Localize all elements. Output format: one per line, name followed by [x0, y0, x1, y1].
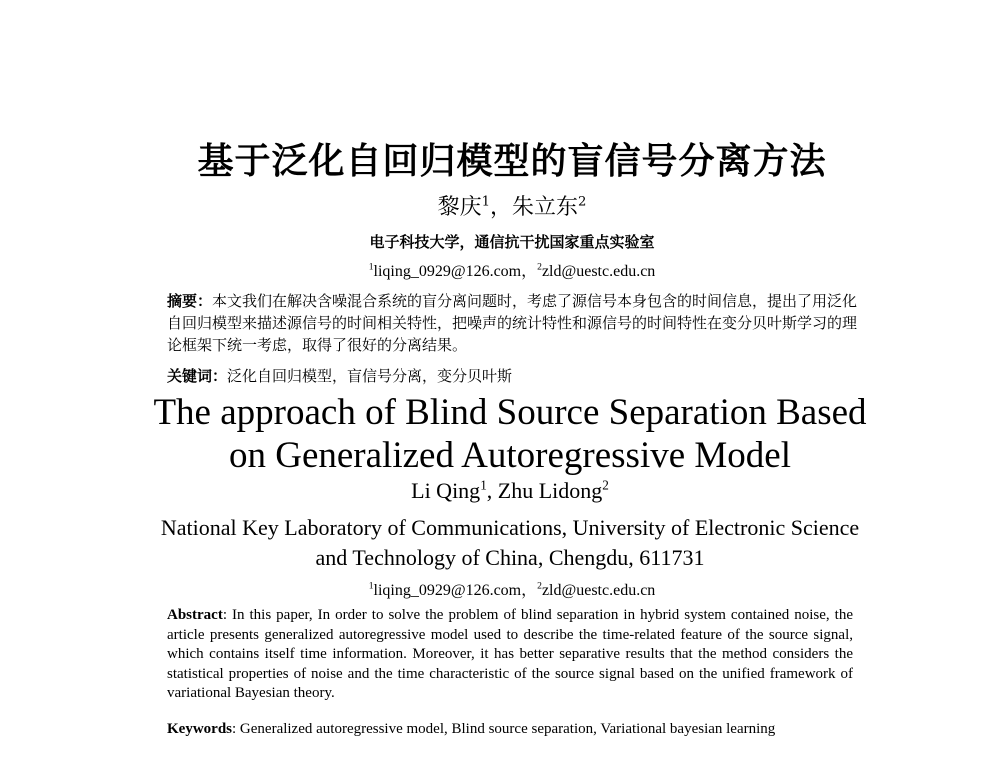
- chinese-abstract: [167, 290, 867, 356]
- email-marker: 1: [368, 580, 374, 592]
- english-abstract: [167, 606, 853, 704]
- email-address: liqing_0929@126.com: [373, 263, 522, 280]
- author-name: Li Qing: [411, 478, 481, 503]
- chinese-keywords: [167, 365, 867, 387]
- english-email-line: [12, 577, 1000, 600]
- email-marker: 2: [537, 580, 542, 592]
- english-abstract-colon: :: [222, 607, 227, 623]
- author-name: 朱立东: [512, 195, 579, 220]
- english-abstract-text: In this paper, In order to solve the problem of blind separation in hybrid system contained noise, the article presents generalized autoregressive model used to describe the time-related feature of the source signal, which contains itself time information. Moreover, it has better separative results that the method considers the statistical properties of noise and the time characteristic of the source signal based on the unified framework of variational Bayesian theory.: [167, 607, 853, 702]
- english-affiliation-line1: National Key Laboratory of Communications, University of Electronic Science: [160, 515, 860, 540]
- chinese-title: 基于泛化自回归模型的盲信号分离方法: [197, 141, 827, 182]
- chinese-keywords-text: 泛化自回归模型，盲信号分离，变分贝叶斯: [227, 367, 513, 385]
- affiliation-marker: 1: [480, 477, 487, 493]
- chinese-abstract-text: 本文我们在解决含噪混合系统的盲分离问题时，考虑了源信号本身包含的时间信息，提出了用泛化自回归模型来描述源信号的时间相关特性，把噪声的统计特性和源信号的时间特性在变分贝叶斯学习的理论框架下统一考虑，取得了很好的分离结果。: [167, 292, 858, 354]
- author-name: 黎庆: [437, 195, 482, 220]
- affiliation-marker: 2: [602, 477, 609, 493]
- affiliation-marker: 2: [578, 194, 587, 210]
- english-title-line1: The approach of Blind Source Separation Based: [153, 392, 867, 433]
- english-title-line2: on Generalized Autoregressive Model: [228, 435, 791, 476]
- english-affiliation-line2: and Technology of China, Chengdu, 611731: [315, 545, 705, 570]
- email-address: liqing_0929@126.com: [373, 582, 522, 599]
- email-marker: 2: [537, 261, 542, 273]
- author-name: Zhu Lidong: [497, 478, 603, 503]
- author-separator: ，: [489, 195, 512, 220]
- english-keywords-colon: :: [232, 721, 237, 737]
- english-keywords-label: Keywords: [167, 721, 232, 737]
- english-authors: [10, 478, 1000, 504]
- chinese-abstract-label: 摘要：: [167, 292, 213, 310]
- english-keywords-text: Generalized autoregressive model, Blind source separation, Variational bayesian learning: [236, 721, 776, 737]
- email-marker: 1: [368, 261, 374, 273]
- chinese-affiliation: 电子科技大学，通信抗干扰国家重点实验室: [369, 233, 655, 251]
- english-abstract-label: Abstract: [167, 607, 223, 623]
- chinese-keywords-label: 关键词：: [167, 367, 228, 385]
- email-address: zld@uestc.edu.cn: [541, 263, 656, 280]
- author-separator: ,: [486, 478, 498, 503]
- affiliation-marker: 1: [481, 194, 490, 210]
- chinese-authors: [12, 190, 1000, 221]
- chinese-email-line: [12, 258, 1000, 281]
- english-keywords: [167, 720, 853, 740]
- email-separator: ，: [521, 582, 538, 599]
- email-address: zld@uestc.edu.cn: [541, 582, 656, 599]
- email-separator: ，: [521, 263, 538, 280]
